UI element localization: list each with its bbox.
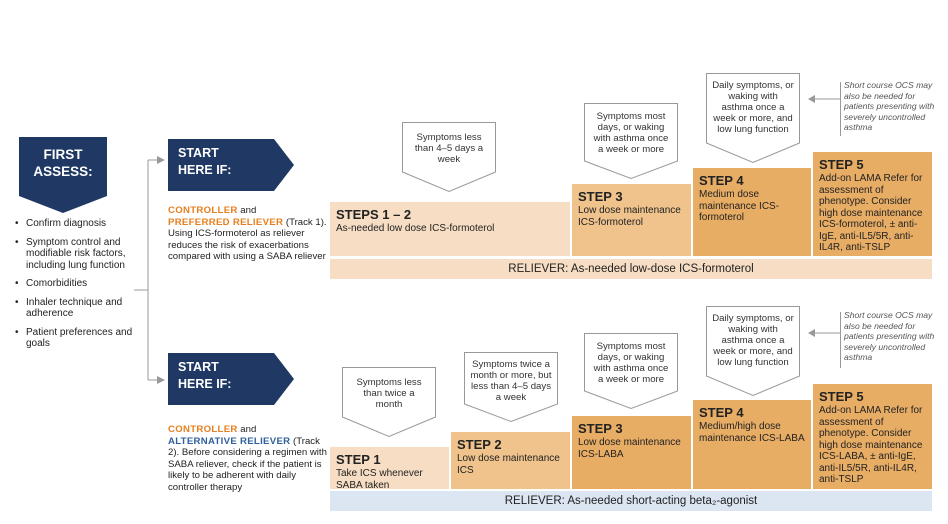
track1-step-1-2: [330, 202, 570, 256]
track2-start-label: START HERE IF:: [178, 360, 232, 391]
track2-description: [168, 424, 328, 493]
track1-reliever-bar: RELIEVER: As-needed low-dose ICS-formoterol: [330, 259, 932, 279]
step-title: STEP 1: [336, 452, 381, 467]
track2-step-1: [330, 447, 449, 489]
step-title: STEP 5: [819, 389, 864, 404]
step-text: Medium/high dose maintenance ICS-LABA: [699, 421, 805, 444]
track1-controller-label: CONTROLLER: [168, 205, 238, 216]
track2-description-text: (Track 2). Before considering a regimen with SABA reliever, check if the patient is likely to be adherent with daily controller therapy: [168, 435, 327, 493]
assess-list: [15, 218, 133, 357]
track2-controller-label: CONTROLLER: [168, 424, 238, 435]
track2-and: and: [237, 424, 257, 435]
track1-step-3: [572, 184, 691, 256]
track1-note-border: [840, 82, 841, 136]
list-item: • Confirm diagnosis: [15, 218, 133, 230]
list-item: • Symptom control and modifiable risk factors, including lung function: [15, 237, 133, 272]
track2-reliever-type: ALTERNATIVE RELIEVER: [168, 435, 291, 447]
track1-and: and: [237, 205, 257, 216]
track2-step-2: [451, 432, 570, 489]
list-item: • Comorbidities: [15, 278, 133, 290]
step-text: Medium dose maintenance ICS-formoterol: [699, 189, 780, 223]
track2-reliever-bar: RELIEVER: As-needed short-acting beta₂-agonist: [330, 491, 932, 511]
track1-callout-3: Daily symptoms, or waking with asthma once a week or more, and low lung function: [706, 73, 800, 163]
track1-step-5: [813, 152, 932, 256]
track1-description: [168, 205, 328, 263]
first-assess-banner: [19, 137, 107, 196]
track1-step-4: [693, 168, 811, 256]
step-text: Low dose maintenance ICS: [457, 453, 560, 476]
step-text: As-needed low dose ICS-formoterol: [336, 223, 495, 234]
step-title: STEP 3: [578, 189, 623, 204]
step-title: STEP 2: [457, 437, 502, 452]
first-assess-title: FIRST ASSESS:: [33, 147, 93, 179]
step-title: STEP 4: [699, 173, 744, 188]
step-text: Low dose maintenance ICS-formoterol: [578, 205, 681, 228]
step-text: Add-on LAMA Refer for assessment of phenotype. Consider high dose maintenance ICS-LABA, ± anti-IgE, anti-IL5/5R, anti-IL4R, anti-TSLP: [819, 405, 923, 485]
track2-step-5: [813, 384, 932, 489]
track2-start-banner: [168, 353, 274, 405]
track1-reliever-type: PREFERRED RELIEVER: [168, 216, 284, 228]
track2-note-border: [840, 312, 841, 368]
track2-callout-4: Daily symptoms, or waking with asthma once a week or more, and low lung function: [706, 306, 800, 396]
track2-callout-2: Symptoms twice a month or more, but less than 4–5 days a week: [464, 352, 558, 422]
track1-callout-1: Symptoms less than 4–5 days a week: [402, 122, 496, 192]
step-text: Low dose maintenance ICS-LABA: [578, 437, 681, 460]
track1-note: Short course OCS may also be needed for patients presenting with severely uncontrolled asthma: [844, 80, 935, 132]
track2-step-4: [693, 400, 811, 489]
track2-callout-3: Symptoms most days, or waking with asthma once a week or more: [584, 333, 678, 409]
track2-note: Short course OCS may also be needed for patients presenting with severely uncontrolled asthma: [844, 310, 935, 362]
step-text: Add-on LAMA Refer for assessment of phenotype. Consider high dose maintenance ICS-formoterol, ± anti-IgE, anti-IL5/5R, anti-IL4R, anti-TSLP: [819, 173, 923, 253]
track1-callout-2: Symptoms most days, or waking with asthma once a week or more: [584, 103, 678, 179]
track1-start-label: START HERE IF:: [178, 146, 232, 177]
track1-description-text: (Track 1). Using ICS-formoterol as reliever reduces the risk of exacerbations compared with using a SABA reliever: [168, 216, 327, 262]
step-title: STEP 5: [819, 157, 864, 172]
track2-callout-1: Symptoms less than twice a month: [342, 367, 436, 437]
step-title: STEPS 1 – 2: [336, 207, 412, 222]
list-item: • Inhaler technique and adherence: [15, 297, 133, 320]
track2-step-3: [572, 416, 691, 489]
list-item: • Patient preferences and goals: [15, 327, 133, 350]
step-title: STEP 4: [699, 405, 744, 420]
track1-start-banner: [168, 139, 274, 191]
step-text: Take ICS whenever SABA taken: [336, 468, 423, 491]
step-title: STEP 3: [578, 421, 623, 436]
